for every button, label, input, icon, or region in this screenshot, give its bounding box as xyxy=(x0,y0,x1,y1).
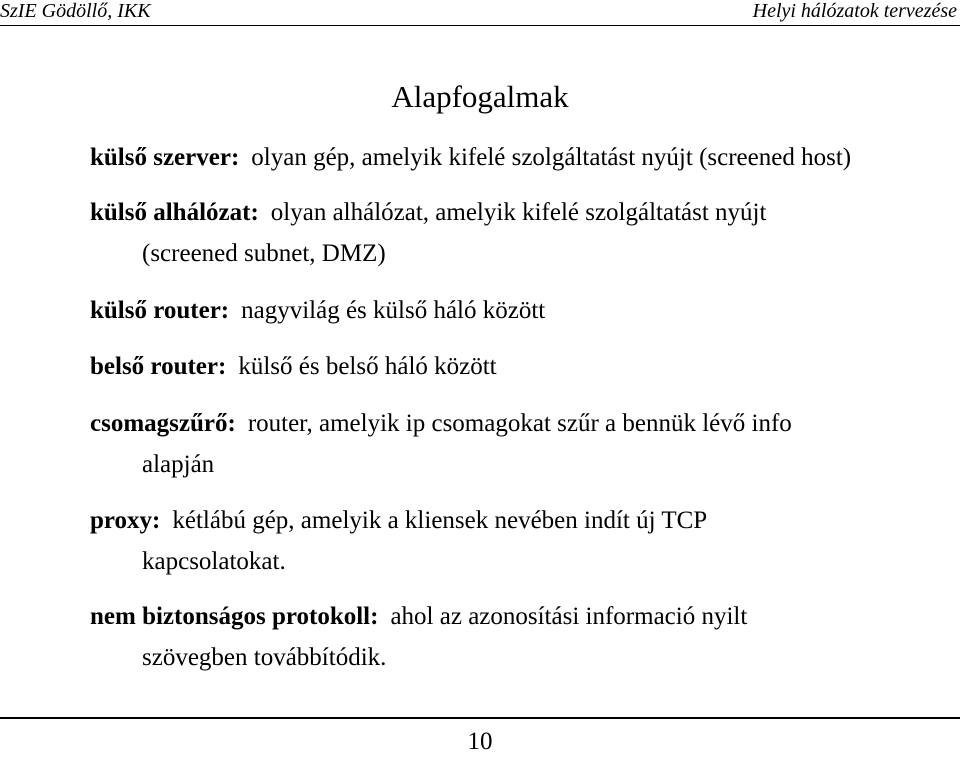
header-left: SzIE Gödöllő, IKK xyxy=(0,0,151,22)
definition-text: nagyvilág és külső háló között xyxy=(241,297,546,324)
definition-text: külső és belső háló között xyxy=(238,353,497,380)
definition-continuation: szövegben továbbítódik. xyxy=(142,644,387,671)
header-divider xyxy=(0,25,960,26)
definition-proxy xyxy=(90,500,950,582)
definition-text: olyan alhálózat, amelyik kifelé szolgáltatást nyújt xyxy=(270,199,767,226)
definition-text: kétlábú gép, amelyik a kliensek nevében indít új TCP xyxy=(172,507,708,534)
definition-text: router, amelyik ip csomagokat szűr a bennük lévő info xyxy=(247,410,792,437)
definition-external-subnet xyxy=(90,192,950,274)
footer-divider xyxy=(0,717,960,719)
definition-text: olyan gép, amelyik kifelé szolgáltatást nyújt (screened host) xyxy=(251,144,852,171)
term-internal-router: belső router: xyxy=(90,353,227,380)
definition-packet-filter xyxy=(90,403,950,485)
term-external-subnet: külső alhálózat: xyxy=(90,199,259,226)
term-proxy: proxy: xyxy=(90,507,161,534)
definition-external-server xyxy=(90,137,950,178)
definition-continuation: alapján xyxy=(142,451,215,478)
definition-continuation: (screened subnet, DMZ) xyxy=(142,240,386,267)
definition-insecure-protocol xyxy=(90,596,950,678)
header-right: Helyi hálózatok tervezése xyxy=(752,0,957,22)
term-external-router: külső router: xyxy=(90,297,230,324)
slide-title: Alapfogalmak xyxy=(391,79,569,114)
term-insecure-protocol: nem biztonságos protokoll: xyxy=(90,603,379,630)
page-number: 10 xyxy=(467,728,493,755)
definition-internal-router xyxy=(90,346,950,387)
definition-text: ahol az azonosítási informació nyilt xyxy=(390,603,748,630)
term-external-server: külső szerver: xyxy=(90,144,240,171)
term-packet-filter: csomagszűrő: xyxy=(90,410,236,437)
definition-external-router xyxy=(90,290,950,331)
definition-continuation: kapcsolatokat. xyxy=(142,548,286,575)
